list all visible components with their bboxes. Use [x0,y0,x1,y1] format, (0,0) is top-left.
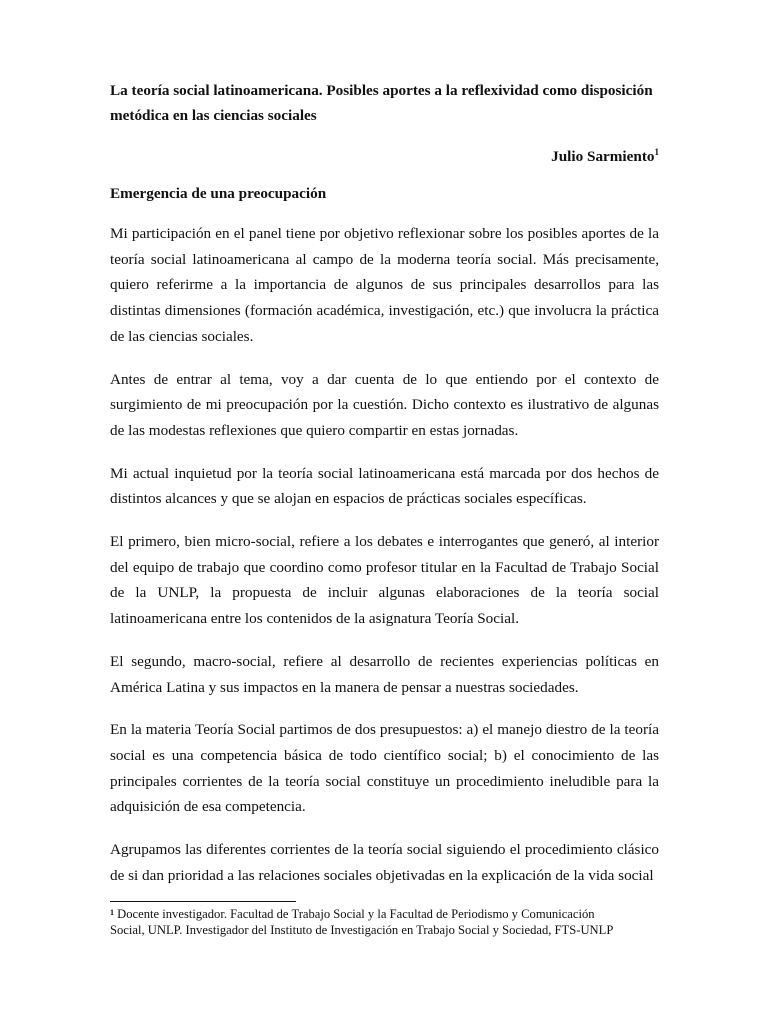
footnote-divider [110,901,296,902]
author-name: Julio Sarmiento [551,148,655,165]
footnote-marker: 1 [110,908,114,917]
paragraph-7: Agrupamos las diferentes corrientes de la teoría social siguiendo el procedimiento clásico de si dan prioridad a las relaciones sociales objetivadas en la explicación de la vida social [110,841,659,884]
paragraph-5: El segundo, macro-social, refiere al desarrollo de recientes experiencias políticas en América Latina y sus impactos en la manera de pensar a nuestras sociedades. [110,652,659,696]
paragraph-4: El primero, bien micro-social, refiere a los debates e interrogantes que generó, al interior del equipo de trabajo que coordino como profesor titular en la Facultad de Trabajo Social de la UNLP, la propuesta de incluir algunas elaboraciones de la teoría social latinoamericana entre los contenidos de la asignatura Teoría Social. [110,533,659,628]
paragraph-3: Mi actual inquietud por la teoría social latinoamericana está marcada por dos hechos de distintos alcances y que se alojan en espacios de prácticas sociales específicas. [110,464,659,508]
document-page [110,78,659,888]
footnote [110,907,630,938]
section-heading: Emergencia de una preocupación [110,185,327,202]
document-title: La teoría social latinoamericana. Posibles aportes a la reflexividad como disposición metódica en las ciencias sociales [110,82,653,124]
footnote-text: Docente investigador. Facultad de Trabajo Social y la Facultad de Periodismo y Comunicación Social, UNLP. Investigador del Instituto de Investigación en Trabajo Social y Sociedad, FTS-UNLP [110,907,614,937]
author-line [110,147,659,167]
paragraph-6: En la materia Teoría Social partimos de dos presupuestos: a) el manejo diestro de la teoría social es una competencia básica de todo científico social; b) el conocimiento de las principales corrientes de la teoría social constituye un procedimiento ineludible para la adquisición de esa competencia. [110,721,659,816]
paragraph-1: Mi participación en el panel tiene por objetivo reflexionar sobre los posibles aportes de la teoría social latinoamericana al campo de la moderna teoría social. Más precisamente, quiero referirme a la importancia de algunos de sus principales desarrollos para las distintas dimensiones (formación académica, investigación, etc.) que involucra la práctica de las ciencias sociales. [110,225,659,345]
author-footnote-marker[interactable]: 1 [654,147,659,157]
paragraph-2: Antes de entrar al tema, voy a dar cuenta de lo que entiendo por el contexto de surgimiento de mi preocupación por la cuestión. Dicho contexto es ilustrativo de algunas de las modestas reflexiones que quiero compartir en estas jornadas. [110,370,659,439]
